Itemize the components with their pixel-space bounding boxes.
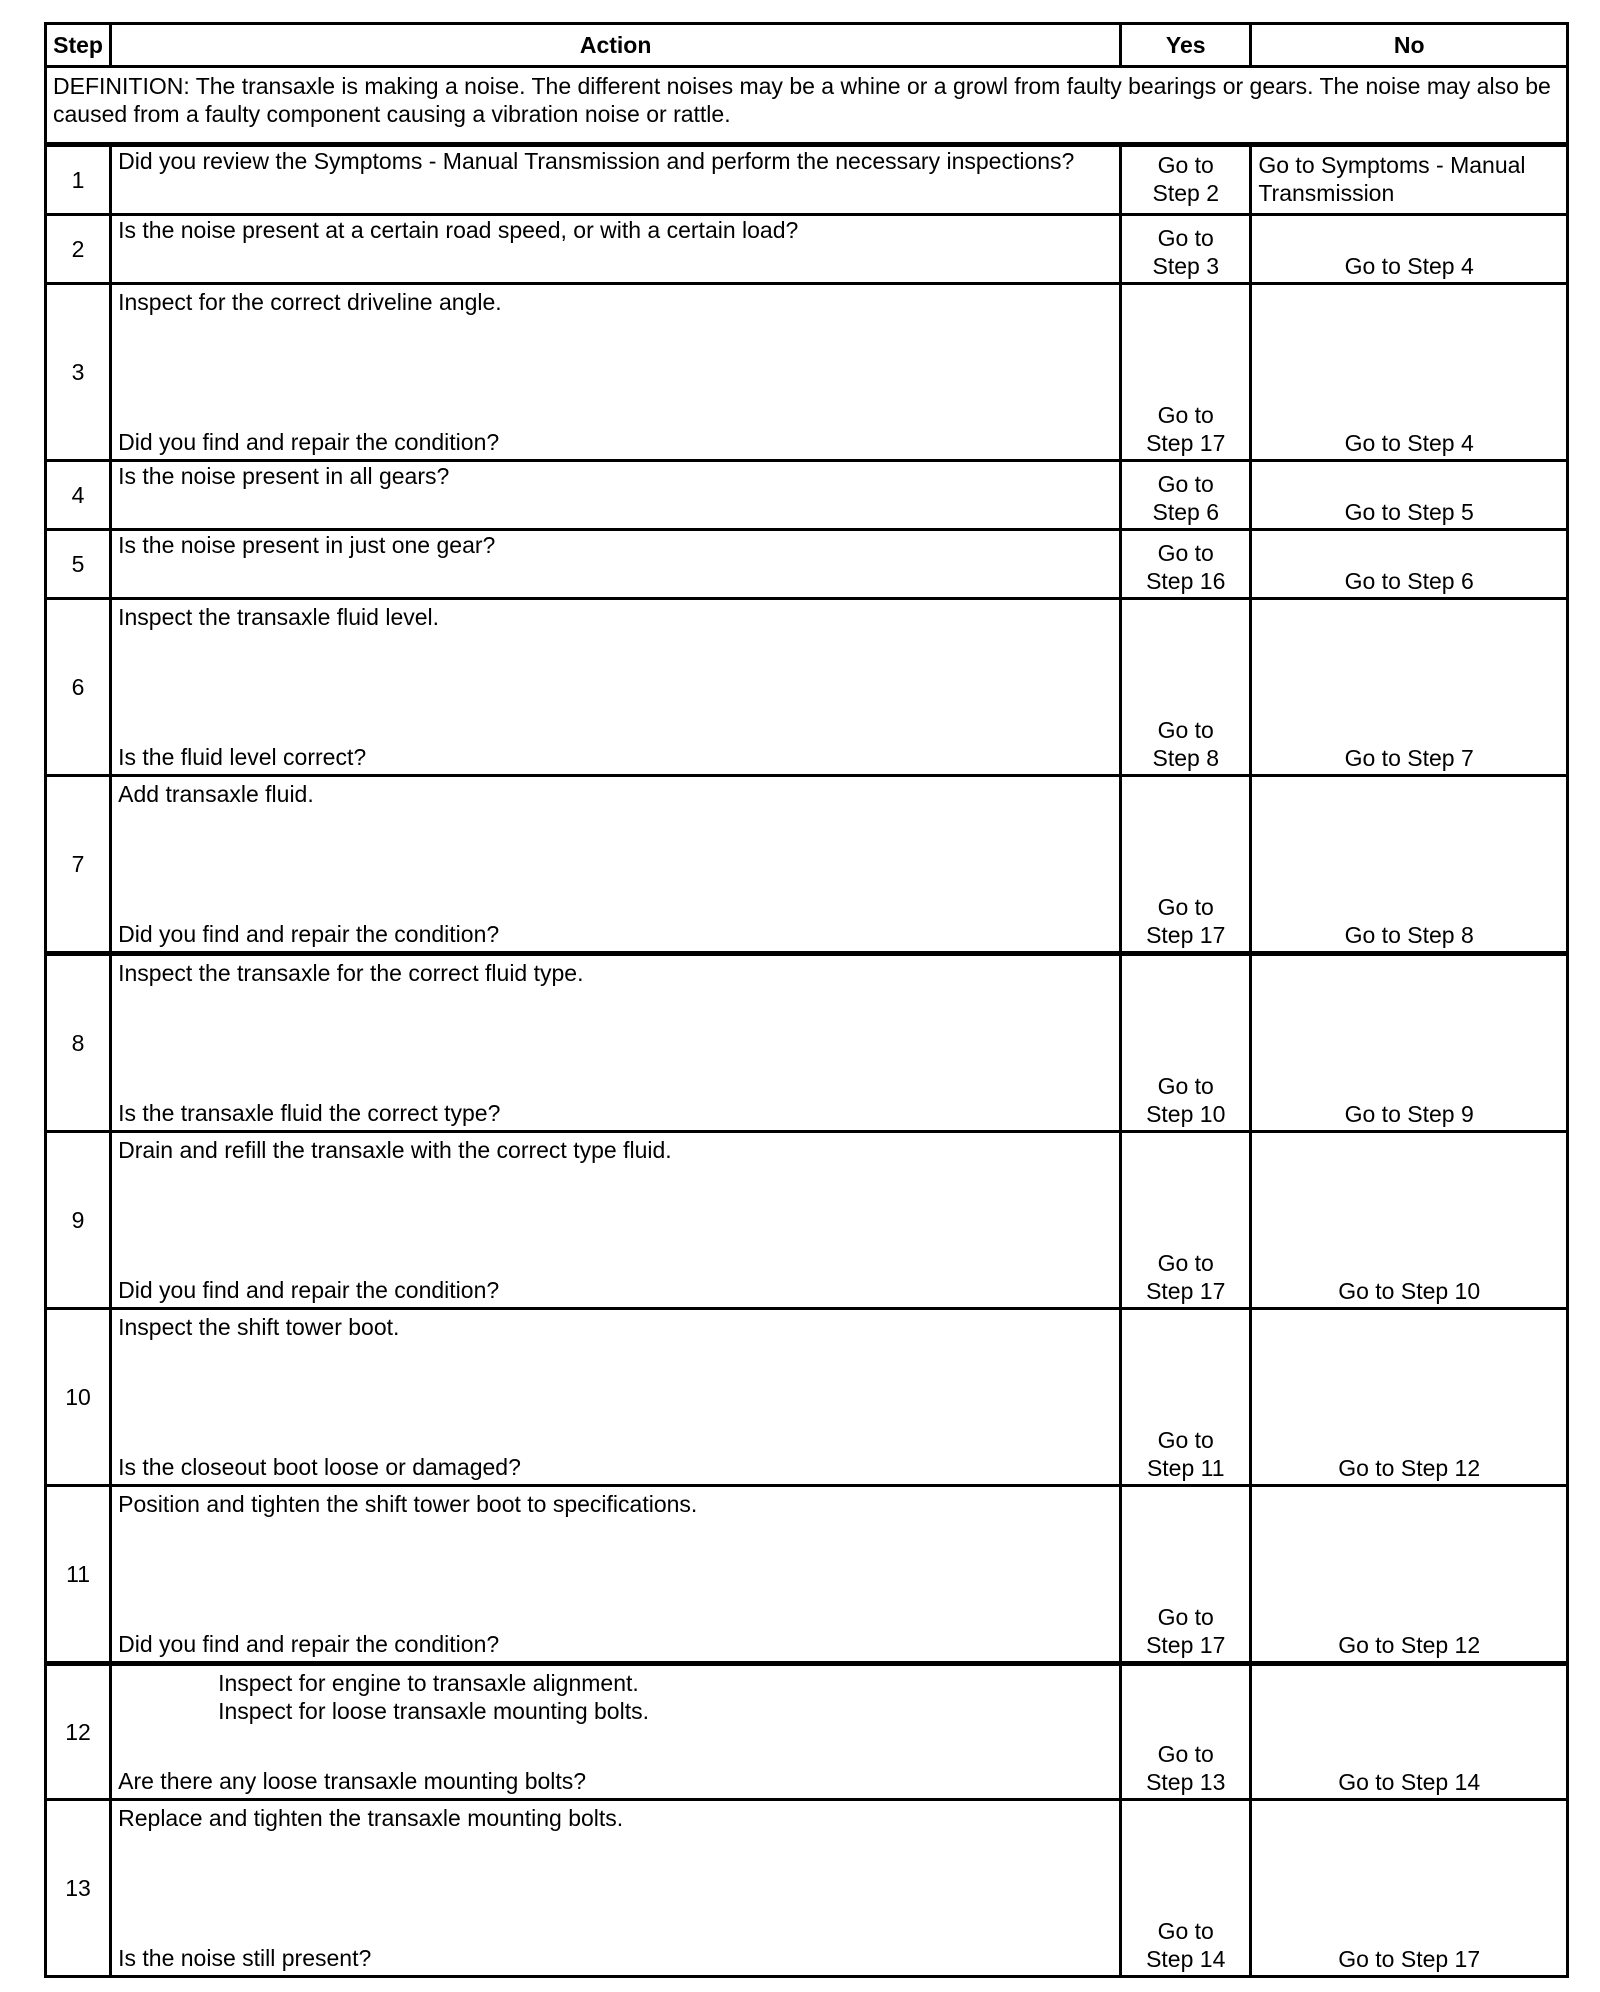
action-cell <box>111 1309 1121 1486</box>
action-text: Replace and tighten the transaxle mounting bolts. <box>118 1805 624 1831</box>
action-question: Did you find and repair the condition? <box>118 921 500 947</box>
definition-row <box>46 67 1568 145</box>
action-question: Did you find and repair the condition? <box>118 429 500 455</box>
action-cell <box>111 1664 1121 1800</box>
definition-text: DEFINITION: The transaxle is making a noise. The different noises may be a whine or a growl from faulty bearings or gears. The noise may also be caused from a faulty component causing a vibration noise or rattle. <box>46 67 1568 145</box>
no-cell: Go to Step 7 <box>1251 599 1568 776</box>
header-no: No <box>1251 24 1568 67</box>
yes-cell: Go to Step 17 <box>1121 1486 1251 1664</box>
step-number: 2 <box>46 215 111 284</box>
yes-cell: Go to Step 8 <box>1121 599 1251 776</box>
action-text: Did you review the Symptoms - Manual Transmission and perform the necessary inspections? <box>111 145 1121 215</box>
step-number: 1 <box>46 145 111 215</box>
action-cell <box>111 954 1121 1132</box>
action-cell <box>111 1486 1121 1664</box>
action-question: Did you find and repair the condition? <box>118 1631 500 1657</box>
table-row <box>46 1800 1568 1977</box>
yes-cell: Go to Step 10 <box>1121 954 1251 1132</box>
action-cell <box>111 1132 1121 1309</box>
action-text: Inspect for loose transaxle mounting bolts. <box>218 1698 649 1724</box>
no-cell: Go to Step 17 <box>1251 1800 1568 1977</box>
table-row <box>46 1132 1568 1309</box>
action-cell <box>111 284 1121 461</box>
table-row <box>46 954 1568 1132</box>
action-question: Is the closeout boot loose or damaged? <box>118 1454 521 1480</box>
step-number: 12 <box>46 1664 111 1800</box>
action-question: Is the transaxle fluid the correct type? <box>118 1100 501 1126</box>
no-cell: Go to Step 10 <box>1251 1132 1568 1309</box>
table-row <box>46 145 1568 215</box>
yes-cell: Go to Step 17 <box>1121 284 1251 461</box>
step-number: 8 <box>46 954 111 1132</box>
header-step: Step <box>46 24 111 67</box>
header-yes: Yes <box>1121 24 1251 67</box>
step-number: 13 <box>46 1800 111 1977</box>
action-question: Is the noise still present? <box>118 1945 372 1971</box>
step-number: 6 <box>46 599 111 776</box>
action-text: Inspect for the correct driveline angle. <box>118 289 502 315</box>
table-row <box>46 284 1568 461</box>
action-text: Is the noise present in just one gear? <box>111 530 1121 599</box>
yes-cell: Go to Step 17 <box>1121 1132 1251 1309</box>
yes-cell: Go to Step 11 <box>1121 1309 1251 1486</box>
table-row <box>46 1664 1568 1800</box>
yes-cell: Go to Step 6 <box>1121 461 1251 530</box>
no-cell: Go to Step 6 <box>1251 530 1568 599</box>
action-text: Is the noise present in all gears? <box>111 461 1121 530</box>
header-action: Action <box>111 24 1121 67</box>
no-cell: Go to Step 8 <box>1251 776 1568 954</box>
table-row <box>46 776 1568 954</box>
no-cell: Go to Symptoms - Manual Transmission <box>1251 145 1568 215</box>
action-text: Position and tighten the shift tower boot to specifications. <box>118 1491 698 1517</box>
yes-cell: Go to Step 14 <box>1121 1800 1251 1977</box>
step-number: 5 <box>46 530 111 599</box>
table-row <box>46 599 1568 776</box>
action-text: Inspect the shift tower boot. <box>118 1314 400 1340</box>
no-cell: Go to Step 14 <box>1251 1664 1568 1800</box>
action-text: Inspect the transaxle for the correct fluid type. <box>118 960 584 986</box>
yes-cell: Go to Step 2 <box>1121 145 1251 215</box>
action-question: Did you find and repair the condition? <box>118 1277 500 1303</box>
no-cell: Go to Step 4 <box>1251 215 1568 284</box>
no-cell: Go to Step 4 <box>1251 284 1568 461</box>
step-number: 9 <box>46 1132 111 1309</box>
action-question: Are there any loose transaxle mounting bolts? <box>118 1768 587 1794</box>
yes-cell: Go to Step 3 <box>1121 215 1251 284</box>
header-row <box>46 24 1568 67</box>
step-number: 11 <box>46 1486 111 1664</box>
table-row <box>46 530 1568 599</box>
no-cell: Go to Step 5 <box>1251 461 1568 530</box>
action-text: Add transaxle fluid. <box>118 781 314 807</box>
action-cell <box>111 1800 1121 1977</box>
action-text: Inspect for engine to transaxle alignment. <box>218 1670 639 1696</box>
no-cell: Go to Step 9 <box>1251 954 1568 1132</box>
yes-cell: Go to Step 13 <box>1121 1664 1251 1800</box>
action-cell <box>111 776 1121 954</box>
action-cell <box>111 599 1121 776</box>
action-text: Inspect the transaxle fluid level. <box>118 604 440 630</box>
action-question: Is the fluid level correct? <box>118 744 367 770</box>
step-number: 10 <box>46 1309 111 1486</box>
table-row <box>46 461 1568 530</box>
yes-cell: Go to Step 17 <box>1121 776 1251 954</box>
table-row <box>46 215 1568 284</box>
table-row <box>46 1486 1568 1664</box>
step-number: 3 <box>46 284 111 461</box>
no-cell: Go to Step 12 <box>1251 1486 1568 1664</box>
diagnostic-table <box>44 22 1569 1978</box>
step-number: 7 <box>46 776 111 954</box>
table-row <box>46 1309 1568 1486</box>
action-text: Is the noise present at a certain road speed, or with a certain load? <box>111 215 1121 284</box>
step-number: 4 <box>46 461 111 530</box>
action-text: Drain and refill the transaxle with the correct type fluid. <box>118 1137 672 1163</box>
yes-cell: Go to Step 16 <box>1121 530 1251 599</box>
no-cell: Go to Step 12 <box>1251 1309 1568 1486</box>
